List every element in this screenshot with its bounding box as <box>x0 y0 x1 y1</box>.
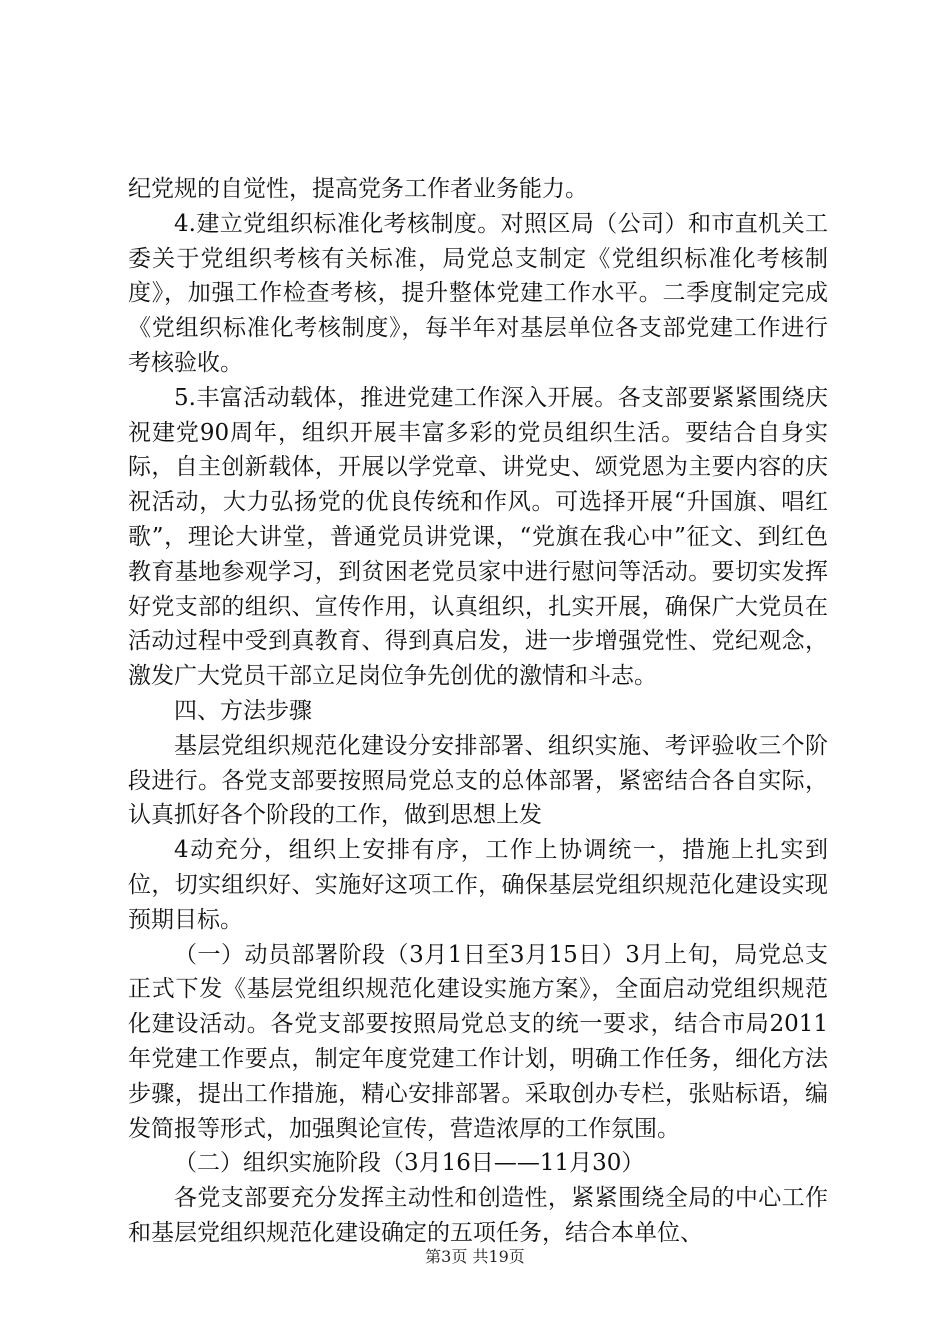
paragraph-phase-2-body: 各党支部要充分发挥主动性和创造性，紧紧围绕全局的中心工作和基层党组织规范化建设确定的五项任务，结合本单位、 <box>128 1185 828 1246</box>
paragraph-item-4: 4.建立党组织标准化考核制度。对照区局（公司）和市直机关工委关于党组织考核有关标准，局党总支制定《党组织标准化考核制度》，加强工作检查考核，提升整体党建工作水平。二季度制定完成《党组织标准化考核制度》，每半年对基层单位各支部党建工作进行考核验收。 <box>128 210 828 376</box>
paragraph-phase-2-heading: （二）组织实施阶段（3月16日——11月30） <box>174 1150 645 1177</box>
paragraph-methods-intro: 基层党组织规范化建设分安排部署、组织实施、考评验收三个阶段进行。各党支部要按照局党总支的总体部署，紧密结合各自实际，认真抓好各个阶段的工作，做到思想上发 <box>128 732 828 829</box>
page-number-footer: 第3页 共19页 <box>425 1247 525 1266</box>
paragraph-continuation: 纪党规的自觉性，提高党务工作者业务能力。 <box>128 176 588 202</box>
section-heading-methods: 四、方法步骤 <box>174 697 312 724</box>
paragraph-item-5: 5.丰富活动载体，推进党建工作深入开展。各支部要紧紧围绕庆祝建党90周年，组织开展丰富多彩的党员组织生活。要结合自身实际，自主创新载体，开展以学党章、讲党史、颂党恩为主要内容的庆祝活动，大力弘扬党的优良传统和作风。可选择开展“升国旗、唱红歌”，理论大讲堂，普通党员讲党课，“党旗在我心中”征文、到红色教育基地参观学习，到贫困老党员家中进行慰问等活动。要切实发挥好党支部的组织、宣传作用，认真组织，扎实开展，确保广大党员在活动过程中受到真教育、得到真启发，进一步增强党性、党纪观念，激发广大党员干部立足岗位争先创优的激情和斗志。 <box>128 384 828 690</box>
document-body <box>128 172 828 1251</box>
paragraph-methods-continued: 4动充分，组织上安排有序，工作上协调统一，措施上扎实到位，切实组织好、实施好这项工作，确保基层党组织规范化建设实现预期目标。 <box>128 837 828 933</box>
paragraph-phase-1: （一）动员部署阶段（3月1日至3月15日）3月上旬，局党总支正式下发《基层党组织规范化建设实施方案》，全面启动党组织规范化建设活动。各党支部要按照局党总支的统一要求，结合市局2011年党建工作要点，制定年度党建工作计划，明确工作任务，细化方法步骤，提出工作措施，精心安排部署。采取创办专栏，张贴标语，编发简报等形式，加强舆论宣传，营造浓厚的工作氛围。 <box>128 941 828 1142</box>
